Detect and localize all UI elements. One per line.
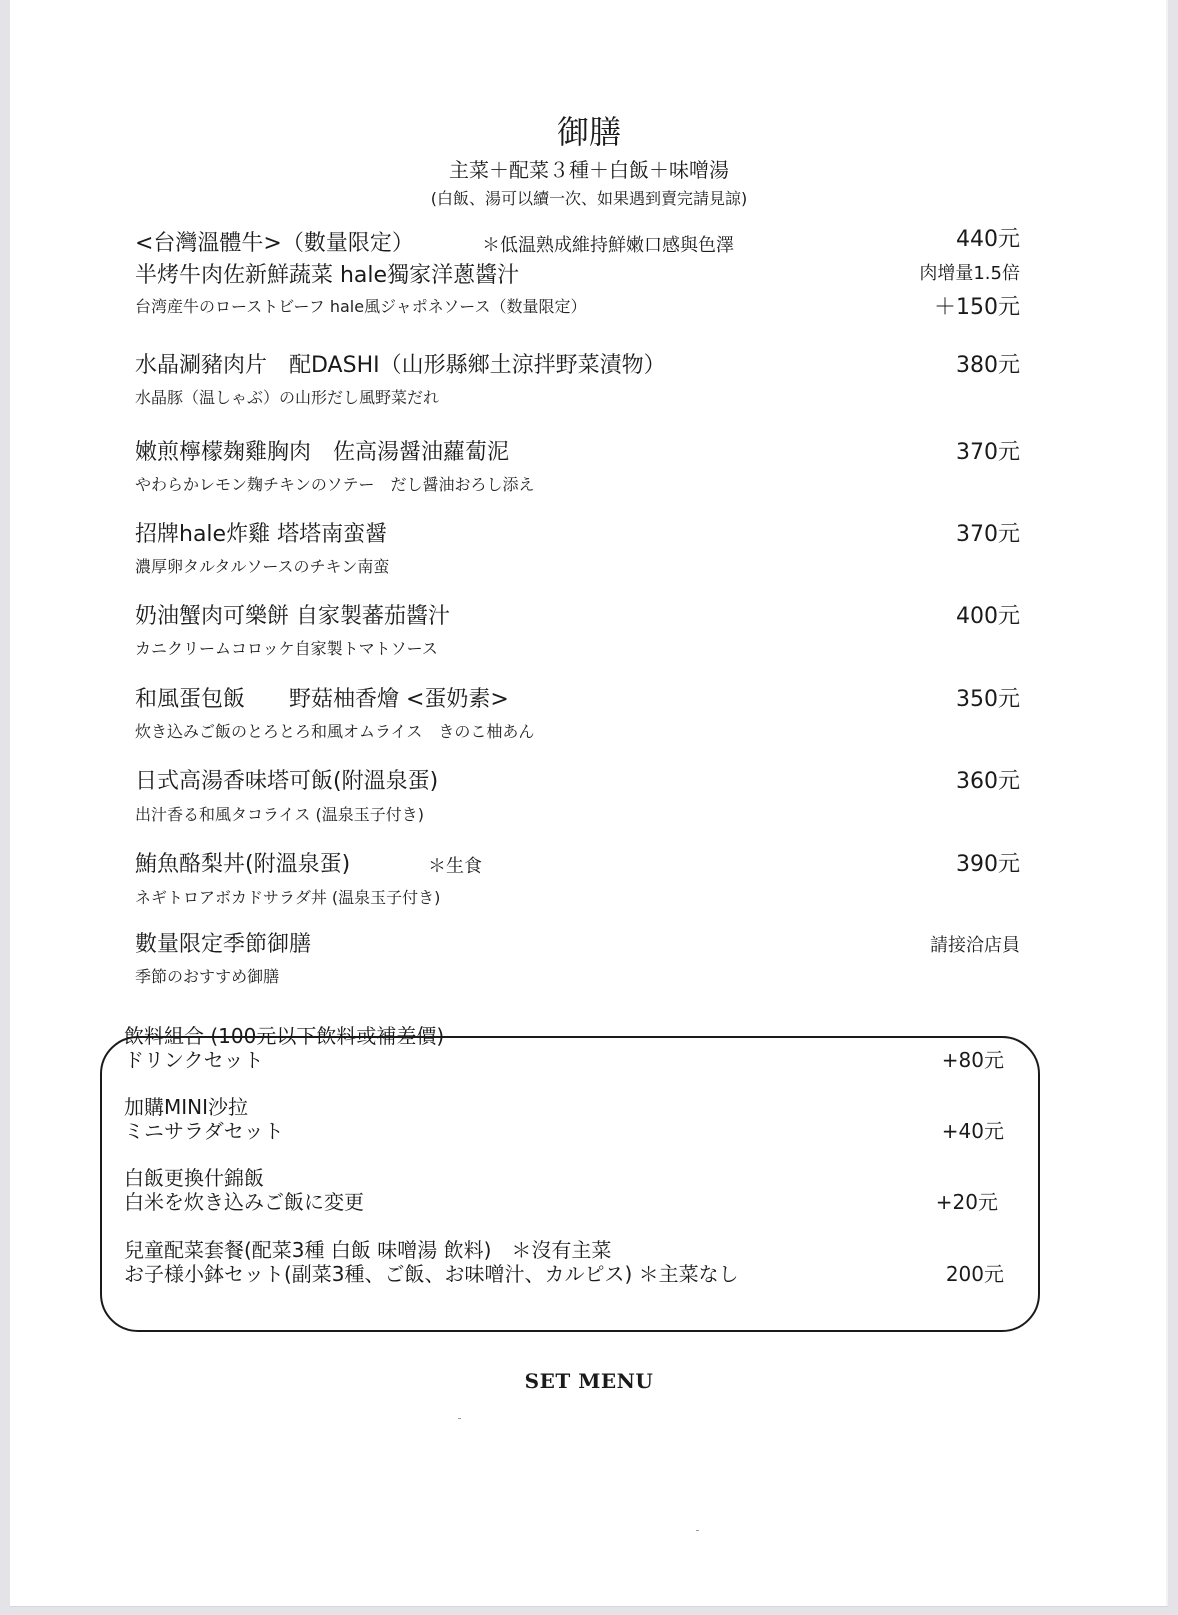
scan-speck xyxy=(458,1418,461,1419)
menu-page xyxy=(10,0,1168,1606)
addon-subtitle: 白米を炊き込みご飯に変更 xyxy=(124,1190,364,1214)
item-name: <台灣溫體牛>（數量限定） xyxy=(135,231,414,256)
item-addon-label: 肉增量1.5倍 xyxy=(919,263,1020,284)
item-subtitle: ネギトロアボカドサラダ丼 (温泉玉子付き) xyxy=(135,888,441,907)
item-name: 嫩煎檸檬麹雞胸肉 佐高湯醤油蘿蔔泥 xyxy=(135,440,510,465)
raw-food-note: ＊生食 xyxy=(428,856,482,877)
set-menu-label: SET MENU xyxy=(524,1369,654,1393)
item-price: 350元 xyxy=(956,687,1020,712)
item-subtitle: 季節のおすすめ御膳 xyxy=(135,967,280,986)
menu-title: 御膳 xyxy=(556,113,621,151)
refill-note: (白飯、湯可以續一次、如果遇到賣完請見諒) xyxy=(430,189,748,208)
addon-price: +20元 xyxy=(935,1190,998,1214)
item-price: 370元 xyxy=(956,522,1020,547)
set-composition: 主菜＋配菜３種＋白飯＋味噌湯 xyxy=(449,158,729,182)
item-price: 請接洽店員 xyxy=(930,935,1020,956)
addon-subtitle: お子様小鉢セット(副菜3種、ご飯、お味噌汁、カルピス) ＊主菜なし xyxy=(124,1262,739,1286)
addon-subtitle: ドリンクセット xyxy=(124,1048,264,1072)
addon-title: 兒童配菜套餐(配菜3種 白飯 味噌湯 飲料) ＊沒有主菜 xyxy=(124,1238,612,1262)
item-name: 奶油蟹肉可樂餅 自家製蕃茄醬汁 xyxy=(135,604,450,629)
addon-title: 白飯更換什錦飯 xyxy=(124,1166,264,1190)
item-price: 380元 xyxy=(956,353,1020,378)
addon-price: +80元 xyxy=(941,1048,1004,1072)
item-name: 和風蛋包飯 野菇柚香燴 <蛋奶素> xyxy=(135,687,509,712)
item-addon-price: ＋150元 xyxy=(934,295,1020,320)
item-price: 390元 xyxy=(956,852,1020,877)
item-price: 400元 xyxy=(956,604,1020,629)
item-name: 數量限定季節御膳 xyxy=(135,932,312,957)
item-name: 水晶涮豬肉片 配DASHI（山形縣鄉土涼拌野菜漬物） xyxy=(135,353,666,378)
scan-speck xyxy=(696,1530,699,1531)
item-subtitle: 炊き込みご飯のとろとろ和風オムライス きのこ柚あん xyxy=(135,722,535,741)
item-subtitle: やわらかレモン麹チキンのソテー だし醤油おろし添え xyxy=(135,475,535,494)
item-subtitle: 台湾産牛のローストビーフ hale風ジャポネソース（数量限定） xyxy=(135,297,587,316)
addon-subtitle: ミニサラダセット xyxy=(124,1119,284,1143)
item-subtitle: カニクリームコロッケ自家製トマトソース xyxy=(135,639,438,658)
item-name: 鮪魚酪梨丼(附溫泉蛋) xyxy=(135,852,351,877)
addon-price: +40元 xyxy=(941,1119,1004,1143)
item-subtitle: 濃厚卵タルタルソースのチキン南蛮 xyxy=(135,557,390,576)
item-price: 440元 xyxy=(956,227,1020,252)
item-name-line2: 半烤牛肉佐新鮮蔬菜 hale獨家洋蔥醬汁 xyxy=(135,263,520,288)
item-price: 370元 xyxy=(956,440,1020,465)
item-name: 日式高湯香味塔可飯(附溫泉蛋) xyxy=(135,769,439,794)
addon-price: 200元 xyxy=(945,1262,1004,1286)
item-name: 招牌hale炸雞 塔塔南蛮醤 xyxy=(135,522,388,547)
item-subtitle: 出汁香る和風タコライス (温泉玉子付き) xyxy=(135,805,424,824)
item-subtitle: 水晶豚（温しゃぶ）の山形だし風野菜だれ xyxy=(135,388,440,407)
item-price: 360元 xyxy=(956,769,1020,794)
item-note: ＊低温熟成維持鮮嫩口感與色澤 xyxy=(482,235,734,256)
addon-title: 加購MINI沙拉 xyxy=(124,1095,249,1119)
addon-title: 飲料組合 (100元以下飲料或補差價) xyxy=(124,1024,445,1048)
